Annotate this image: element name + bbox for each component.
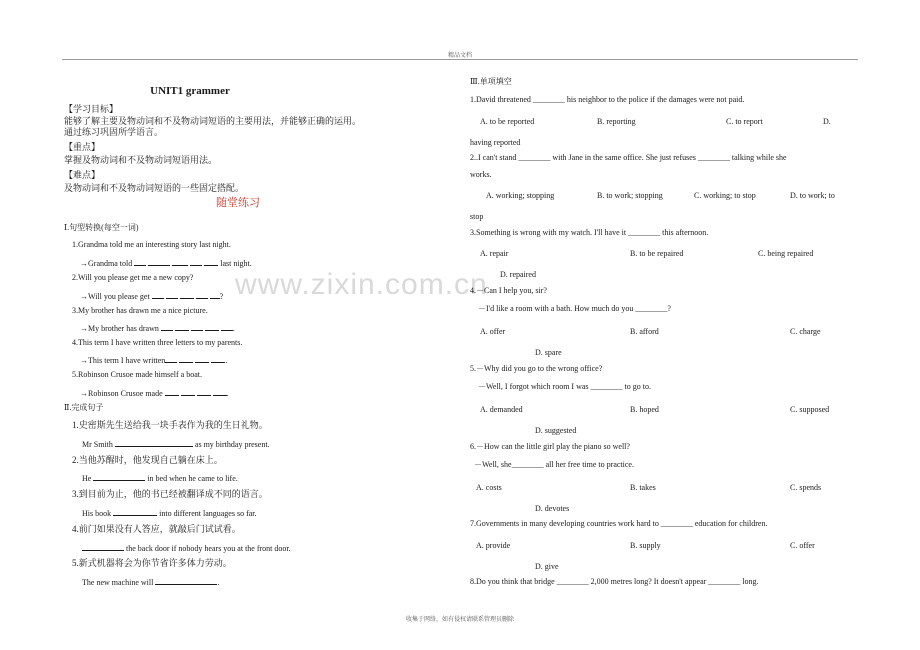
q4-option-c: C. charge xyxy=(790,327,821,336)
practice-title: 随堂练习 xyxy=(216,197,260,209)
q5-option-c: C. supposed xyxy=(790,405,830,414)
objectives-heading: 【学习目标】 xyxy=(64,104,119,114)
section3-heading: Ⅲ.单项填空 xyxy=(470,77,512,86)
s1-question-3: 3.My brother has drawn me a nice picture. xyxy=(72,306,208,315)
watermark: www.zixin.com.cn xyxy=(235,268,488,301)
s1-answer-2: →Will you please get ? xyxy=(80,292,224,301)
q2-option-d: D. to work; to xyxy=(790,191,835,200)
q2-stem-2: works. xyxy=(470,170,492,179)
q3-stem: 3.Something is wrong with my watch. I'll have it ________ this afternoon. xyxy=(470,228,709,237)
q6-option-c: C. spends xyxy=(790,483,822,492)
q7-option-b: B. supply xyxy=(630,541,661,550)
page-footer: 收集于网络，如有侵权请联系管理员删除 xyxy=(405,617,514,623)
q1-option-c: C. to report xyxy=(726,117,763,126)
q7-option-c: C. offer xyxy=(790,541,815,550)
q7-option-a: A. provide xyxy=(476,541,511,550)
q5-stem-1: 5.－Why did you go to the wrong office? xyxy=(470,364,603,373)
s2-answer-3: His book into different languages so far. xyxy=(82,509,257,518)
s2-answer-2: He in bed when he came to life. xyxy=(82,474,238,483)
s1-question-5: 5.Robinson Crusoe made himself a boat. xyxy=(72,370,202,379)
difficulty-heading: 【难点】 xyxy=(64,170,101,180)
s2-answer-4: the back door if nobody hears you at the front door. xyxy=(82,542,291,554)
q6-option-d: D. devotes xyxy=(535,504,570,513)
s2-answer-5: The new machine will . xyxy=(82,578,220,587)
q1-option-d-text: having reported xyxy=(470,138,521,147)
q8-stem: 8.Do you think that bridge ________ 2,000 metres long? It doesn't appear ________ long. xyxy=(470,577,759,586)
header-rule xyxy=(62,59,858,60)
q1-option-a: A. to be reported xyxy=(480,117,535,126)
q7-stem: 7.Governments in many developing countries work hard to ________ education for children. xyxy=(470,519,768,528)
q4-option-b: B. afford xyxy=(630,327,659,336)
q2-stem-1: 2..I can't stand ________ with Jane in the same office. She just refuses ________ talking while she xyxy=(470,153,787,162)
page-header: 精品文档 xyxy=(447,53,472,59)
q7-option-d: D. give xyxy=(535,562,559,571)
objectives-text-2: 通过练习巩固所学语言。 xyxy=(64,127,164,137)
s1-question-4: 4.This term I have written three letters to my parents. xyxy=(72,338,243,347)
q1-option-d: D. xyxy=(823,117,831,126)
q5-option-a: A. demanded xyxy=(480,405,523,414)
key-points-heading: 【重点】 xyxy=(64,142,101,152)
q3-option-a: A. repair xyxy=(480,249,509,258)
q1-stem: 1.David threatened ________ his neighbor to the police if the damages were not paid. xyxy=(470,95,745,104)
q6-option-b: B. takes xyxy=(630,483,656,492)
q4-stem-1: 4.－Can I help you, sir? xyxy=(470,286,547,295)
s1-answer-1: →Grandma told last night. xyxy=(80,259,252,268)
section1-heading: Ⅰ.句型转换(每空一词) xyxy=(64,223,139,232)
q4-option-d: D. spare xyxy=(535,348,562,357)
q6-stem-1: 6.－How can the little girl play the piano so well? xyxy=(470,442,630,451)
s2-question-3: 3.到目前为止，他的书已经被翻译成不同的语言。 xyxy=(72,489,268,499)
key-points-text: 掌握及物动词和不及物动词短语用法。 xyxy=(64,155,218,165)
q3-option-d: D. repaired xyxy=(500,270,536,279)
q5-stem-2: －Well, I forgot which room I was ________ to go to. xyxy=(478,382,651,391)
q6-option-a: A. costs xyxy=(476,483,502,492)
q5-option-b: B. hoped xyxy=(630,405,659,414)
q5-option-d: D. suggested xyxy=(535,426,577,435)
s1-question-2: 2.Will you please get me a new copy? xyxy=(72,273,194,282)
objectives-text-1: 能够了解主要及物动词和不及物动词短语的主要用法，并能够正确的运用。 xyxy=(64,116,362,126)
section2-heading: Ⅱ.完成句子 xyxy=(64,403,104,412)
q3-option-b: B. to be repaired xyxy=(630,249,684,258)
s2-question-4: 4.前门如果没有人答应，就敲后门试试看。 xyxy=(72,524,241,534)
s2-question-1: 1.史密斯先生送给我一块手表作为我的生日礼物。 xyxy=(72,420,268,430)
s2-answer-1: Mr Smith as my birthday present. xyxy=(82,440,270,449)
q6-stem-2: －Well, she________ all her free time to practice. xyxy=(474,460,634,469)
q3-option-c: C. being repaired xyxy=(758,249,814,258)
s1-answer-4: →This term I have written . xyxy=(80,356,228,365)
q4-stem-2: －I'd like a room with a bath. How much do you ________? xyxy=(478,304,671,313)
s1-question-1: 1.Grandma told me an interesting story last night. xyxy=(72,240,231,249)
s1-answer-5: →Robinson Crusoe made . xyxy=(80,389,229,398)
q2-option-c: C. working; to stop xyxy=(694,191,756,200)
s2-question-2: 2.当他苏醒时，他发现自己躺在床上。 xyxy=(72,455,223,465)
s1-answer-3: →My brother has drawn . xyxy=(80,324,235,333)
q2-option-a: A. working; stopping xyxy=(486,191,555,200)
s2-question-5: 5.新式机器将会为你节省许多体力劳动。 xyxy=(72,558,232,568)
page-title: UNIT1 grammer xyxy=(150,85,230,97)
q1-option-b: B. reporting xyxy=(597,117,636,126)
q2-option-b: B. to work; stopping xyxy=(597,191,663,200)
q4-option-a: A. offer xyxy=(480,327,506,336)
q2-option-d-text: stop xyxy=(470,212,484,221)
difficulty-text: 及物动词和不及物动词短语的一些固定搭配。 xyxy=(64,183,245,193)
